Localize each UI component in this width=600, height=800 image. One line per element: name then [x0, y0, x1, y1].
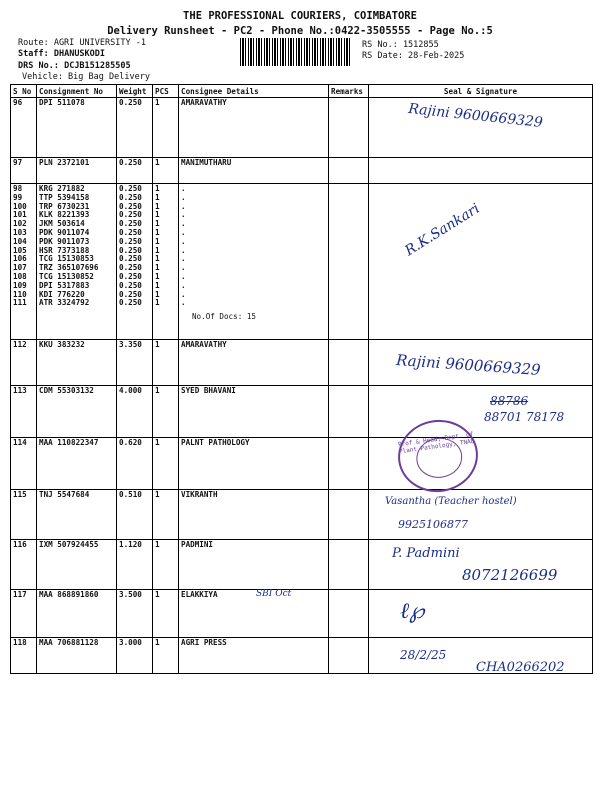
cell-value: 112 — [13, 340, 27, 349]
cell-consignee — [179, 386, 329, 438]
cell-value: 0.250 — [119, 98, 142, 107]
cell-sno — [11, 386, 37, 438]
signature-113b: 88701 78178 — [484, 410, 565, 424]
cell-value: TRP 6730231 — [39, 201, 90, 211]
cell-value: . — [181, 298, 186, 308]
cell-weight — [117, 438, 153, 490]
cell-remarks — [329, 386, 369, 438]
vehicle-text: Vehicle: Big Bag Delivery — [22, 72, 150, 82]
cell-value: 0.250 — [119, 192, 142, 202]
col-sno: S No — [11, 85, 37, 98]
cell-seal — [369, 98, 593, 158]
cell-value: . — [181, 192, 186, 202]
cell-value: . — [181, 245, 186, 255]
cell-value: 103 — [13, 227, 27, 237]
cell-value: AMARAVATHY — [181, 340, 227, 349]
cell-consignee — [179, 98, 329, 158]
cell-value: 1 — [155, 98, 160, 107]
cell-value: MAA 110822347 — [39, 438, 99, 447]
cell-sno — [11, 184, 37, 340]
cell-value: MAA 706881128 — [39, 638, 99, 647]
col-consignee: Consignee Details — [179, 85, 329, 98]
cell-consignee — [179, 340, 329, 386]
cell-value: DPI 511078 — [39, 98, 85, 107]
barcode — [240, 38, 352, 66]
cell-weight — [117, 540, 153, 590]
cell-value: 1 — [155, 219, 160, 229]
rs-number: RS No.: 1512855 — [362, 40, 439, 50]
cell-value: 1 — [155, 210, 160, 220]
cell-value: 1 — [155, 638, 160, 647]
cell-value: 1 — [155, 490, 160, 499]
cell-value: MANIMUTHARU — [181, 158, 232, 167]
cell-consignee — [179, 638, 329, 674]
cell-pcs — [153, 98, 179, 158]
cell-value: TTP 5394158 — [39, 192, 90, 202]
cell-value: TCG 15130853 — [39, 254, 94, 264]
route-text: Route: AGRI UNIVERSITY -1 — [18, 38, 146, 48]
cell-value: 1.120 — [119, 540, 142, 549]
cell-value: PDK 9011073 — [39, 236, 90, 246]
cell-value: 101 — [13, 210, 27, 220]
cell-value: VIKRANTH — [181, 490, 218, 499]
cell-value: 114 — [13, 438, 27, 447]
cell-value: 0.250 — [119, 236, 142, 246]
cell-value: 0.620 — [119, 438, 142, 447]
cell-consignee — [179, 438, 329, 490]
cell-weight — [117, 638, 153, 674]
company-title: THE PROFESSIONAL COURIERS, COIMBATORE — [183, 10, 417, 22]
signature-116a: P. Padmini — [392, 546, 460, 561]
cell-value: . — [181, 289, 186, 299]
runsheet-title: Delivery Runsheet - PC2 - Phone No.:0422-3505555 - Page No.:5 — [107, 25, 493, 37]
cell-consignment — [37, 638, 117, 674]
signature-112: Rajini 9600669329 — [395, 350, 542, 380]
cell-weight — [117, 340, 153, 386]
cell-value: 1 — [155, 245, 160, 255]
cell-sno — [11, 340, 37, 386]
staff-row — [18, 49, 105, 59]
cell-consignee — [179, 490, 329, 540]
cell-value: . — [181, 184, 186, 193]
cell-value: 104 — [13, 236, 27, 246]
cell-value: 98 — [13, 184, 23, 193]
drs-row — [18, 61, 131, 71]
cell-value: PLN 2372101 — [39, 158, 90, 167]
cell-value: IXM 507924455 — [39, 540, 99, 549]
cell-value: 0.250 — [119, 254, 142, 264]
cell-consignment — [37, 340, 117, 386]
cell-pcs — [153, 158, 179, 184]
cell-weight — [117, 158, 153, 184]
cell-value: DPI 5317883 — [39, 280, 90, 290]
cell-remarks — [329, 184, 369, 340]
cell-value: KKU 383232 — [39, 340, 85, 349]
cell-value: 0.250 — [119, 280, 142, 290]
cell-value: PADMINI — [181, 540, 214, 549]
cell-consignee — [179, 184, 329, 340]
cell-value: KRG 271882 — [39, 184, 85, 193]
cell-value: 100 — [13, 201, 27, 211]
cell-value: 117 — [13, 590, 27, 599]
cell-sno — [11, 438, 37, 490]
cell-value: 0.250 — [119, 158, 142, 167]
cell-value: . — [181, 201, 186, 211]
cell-consignee — [179, 590, 329, 638]
rs-date: RS Date: 28-Feb-2025 — [362, 51, 465, 61]
cell-value: 1 — [155, 386, 160, 395]
cell-weight — [117, 184, 153, 340]
table-row — [11, 438, 593, 490]
cell-value: 105 — [13, 245, 27, 255]
table-row — [11, 184, 593, 340]
cell-value: 0.250 — [119, 289, 142, 299]
cell-value: 106 — [13, 254, 27, 264]
cell-value: 0.250 — [119, 210, 142, 220]
cell-value: TRZ 365107696 — [39, 263, 99, 273]
cell-value: 1 — [155, 227, 160, 237]
cell-pcs — [153, 184, 179, 340]
cell-value: 1 — [155, 298, 160, 308]
cell-value: 0.250 — [119, 245, 142, 255]
staff-name: DHANUSKODI — [53, 49, 106, 59]
cell-pcs — [153, 438, 179, 490]
cell-value: 116 — [13, 540, 27, 549]
cell-value: 1 — [155, 254, 160, 264]
cell-remarks — [329, 340, 369, 386]
cell-value: KLK 8221393 — [39, 210, 90, 220]
col-consignment: Consignment No — [37, 85, 117, 98]
cell-value: 1 — [155, 438, 160, 447]
signature-118b: CHA0266202 — [476, 660, 565, 675]
cell-value: 1 — [155, 184, 160, 193]
cell-value: KDI 776220 — [39, 289, 85, 299]
cell-value: 1 — [155, 158, 160, 167]
cell-sno — [11, 158, 37, 184]
cell-value: CDM 55303132 — [39, 386, 94, 395]
cell-seal — [369, 158, 593, 184]
cell-remarks — [329, 438, 369, 490]
signature-115a: Vasantha (Teacher hostel) — [385, 496, 517, 507]
cell-value: 1 — [155, 271, 160, 281]
cell-remarks — [329, 158, 369, 184]
table-header-row — [11, 85, 593, 98]
cell-value: 0.250 — [119, 227, 142, 237]
col-remarks: Remarks — [329, 85, 369, 98]
cell-value: . — [181, 280, 186, 290]
cell-sno — [11, 490, 37, 540]
cell-sno — [11, 98, 37, 158]
cell-value: 96 — [13, 98, 23, 107]
cell-remarks — [329, 638, 369, 674]
staff-label: Staff: — [18, 49, 49, 59]
cell-remarks — [329, 490, 369, 540]
cell-value: 1 — [155, 201, 160, 211]
cell-value: PDK 9011074 — [39, 227, 90, 237]
cell-value: 1 — [155, 340, 160, 349]
signature-113a: 88786 — [490, 394, 529, 408]
cell-value: 3.350 — [119, 340, 142, 349]
cell-value: PALNT PATHOLOGY — [181, 438, 250, 447]
cell-pcs — [153, 638, 179, 674]
cell-sno — [11, 590, 37, 638]
cell-value: TNJ 5547684 — [39, 490, 90, 499]
cell-pcs — [153, 490, 179, 540]
signature-96: Rajini 9600669329 — [407, 100, 544, 132]
cell-value: ELAKKIYA — [181, 590, 218, 599]
cell-value: AMARAVATHY — [181, 98, 227, 107]
cell-value: . — [181, 263, 186, 273]
cell-weight — [117, 490, 153, 540]
cell-value: 1 — [155, 263, 160, 273]
cell-consignment — [37, 438, 117, 490]
cell-value: 1 — [155, 590, 160, 599]
cell-consignment — [37, 490, 117, 540]
signature-116b: 8072126699 — [462, 566, 558, 584]
cell-value: 4.000 — [119, 386, 142, 395]
cell-value: 0.250 — [119, 263, 142, 273]
cell-pcs — [153, 590, 179, 638]
cell-pcs — [153, 340, 179, 386]
cell-value: HSR 7373188 — [39, 245, 90, 255]
cell-value: 0.510 — [119, 490, 142, 499]
col-seal: Seal & Signature — [369, 85, 593, 98]
cell-value: 108 — [13, 271, 27, 281]
docs-count: No.Of Docs: 15 — [191, 312, 256, 322]
cell-value: 1 — [155, 192, 160, 202]
cell-value: 118 — [13, 638, 27, 647]
col-pcs: PCS — [153, 85, 179, 98]
cell-value: 1 — [155, 289, 160, 299]
cell-value: 115 — [13, 490, 27, 499]
table-row — [11, 590, 593, 638]
cell-sno — [11, 540, 37, 590]
drs-label: DRS No.: — [18, 61, 59, 71]
cell-value: 0.250 — [119, 271, 142, 281]
cell-value: . — [181, 254, 186, 264]
cell-consignee — [179, 540, 329, 590]
cell-pcs — [153, 386, 179, 438]
cell-value: 110 — [13, 289, 27, 299]
cell-value: 97 — [13, 158, 23, 167]
cell-value: 3.500 — [119, 590, 142, 599]
signature-115b: 9925106877 — [398, 518, 468, 531]
cell-value: SYED BHAVANI — [181, 386, 236, 395]
cell-value: 109 — [13, 280, 27, 290]
cell-consignment — [37, 184, 117, 340]
cell-consignment — [37, 540, 117, 590]
cell-value: 3.000 — [119, 638, 142, 647]
cell-value: . — [181, 227, 186, 237]
col-weight: Weight — [117, 85, 153, 98]
cell-value: . — [181, 271, 186, 281]
cell-value: TCG 15130852 — [39, 271, 94, 281]
cell-value: 1 — [155, 280, 160, 290]
cell-value: 0.250 — [119, 298, 142, 308]
cell-value: 99 — [13, 192, 23, 202]
cell-value: ATR 3324792 — [39, 298, 90, 308]
cell-value: 107 — [13, 263, 27, 273]
cell-weight — [117, 98, 153, 158]
cell-value: 113 — [13, 386, 27, 395]
cell-remarks — [329, 540, 369, 590]
cell-value: . — [181, 210, 186, 220]
cell-consignment — [37, 386, 117, 438]
cell-pcs — [153, 540, 179, 590]
cell-value: JKM 503614 — [39, 219, 85, 229]
cell-value: 1 — [155, 540, 160, 549]
cell-seal — [369, 184, 593, 340]
runsheet-table — [10, 84, 593, 674]
cell-value: 1 — [155, 236, 160, 246]
cell-consignment — [37, 590, 117, 638]
cell-remarks — [329, 98, 369, 158]
cell-sno — [11, 638, 37, 674]
stamp-text: Prof & Head, Dept. of Plant Pathology, TNAU — [397, 430, 475, 456]
signature-118: 28/2/25 — [400, 648, 447, 662]
cell-value: AGRI PRESS — [181, 638, 227, 647]
cell-consignee — [179, 158, 329, 184]
table-row — [11, 158, 593, 184]
cell-weight — [117, 386, 153, 438]
cell-value: 0.250 — [119, 201, 142, 211]
cell-consignment — [37, 158, 117, 184]
cell-value: 111 — [13, 298, 27, 308]
cell-value: 0.250 — [119, 184, 142, 193]
cell-weight — [117, 590, 153, 638]
elakkiya-note: SBI Oct — [256, 589, 292, 599]
cell-value: . — [181, 236, 186, 246]
drs-number: DCJB151285505 — [64, 61, 131, 71]
cell-value: MAA 868891860 — [39, 590, 99, 599]
signature-117: ℓ℘ — [400, 599, 425, 624]
table-row — [11, 98, 593, 158]
cell-value: 102 — [13, 219, 27, 229]
signature-98: R.K.Sankari — [402, 200, 483, 260]
cell-consignment — [37, 98, 117, 158]
cell-remarks — [329, 590, 369, 638]
cell-value: . — [181, 219, 186, 229]
cell-value: 0.250 — [119, 219, 142, 229]
